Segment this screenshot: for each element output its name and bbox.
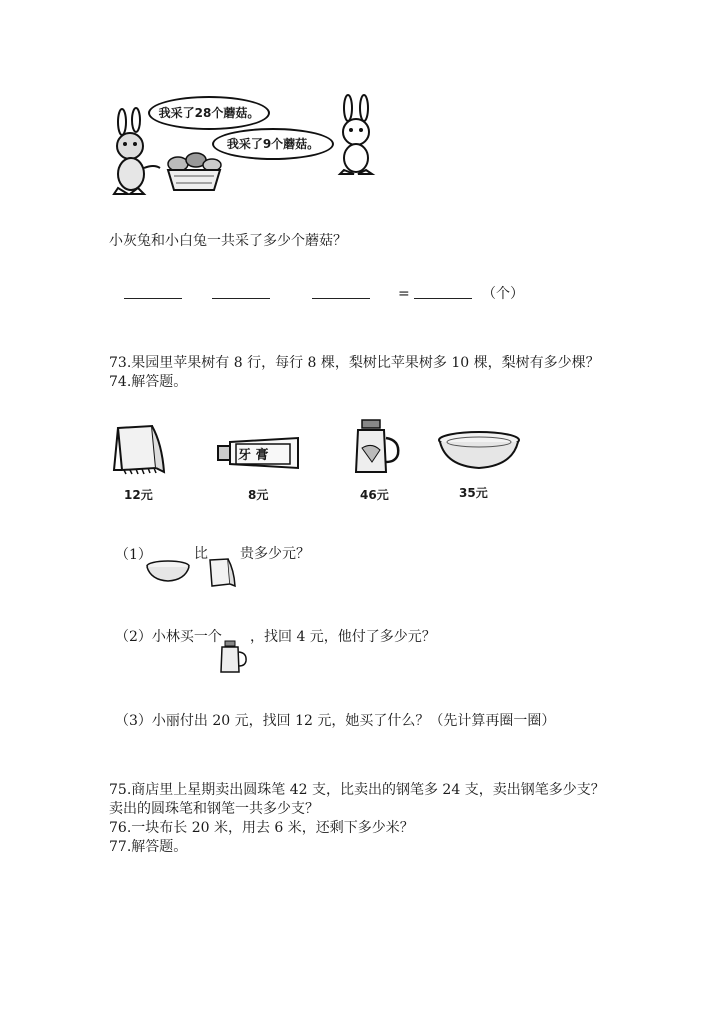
blank-answer[interactable] [414, 297, 472, 299]
sub2-prefix: （2）小林买一个 [115, 629, 222, 645]
sub1-number: （1） [115, 547, 152, 563]
rabbit-question: 小灰兔和小白兔一共采了多少个蘑菇？ [109, 233, 347, 249]
white-rabbit-icon [328, 94, 388, 194]
question-76: 76.一块布长 20 米，用去 6 米，还剩下多少米？ [109, 820, 414, 836]
sub1-compare: 比 [194, 546, 208, 562]
towel-small-icon [206, 558, 236, 588]
question-73: 73.果园里苹果树有 8 行，每行 8 棵，梨树比苹果树多 10 棵，梨树有多少棵？ [109, 355, 600, 371]
thermos-icon [350, 418, 402, 476]
thermos-price: 46元 [360, 488, 389, 502]
mushroom-basket-icon [164, 150, 224, 194]
question-77: 77.解答题。 [109, 839, 188, 855]
basin-small-icon [145, 560, 191, 584]
question-74-title: 74.解答题。 [109, 374, 188, 390]
rabbit-illustration [100, 92, 390, 194]
toothpaste-label: 牙 膏 [238, 448, 269, 463]
blank-1[interactable] [124, 297, 182, 299]
towel-icon [112, 424, 168, 476]
toothpaste-price: 8元 [248, 488, 269, 502]
blank-3[interactable] [312, 297, 370, 299]
unit-label: （个） [482, 286, 524, 302]
gray-rabbit-icon [104, 108, 164, 208]
blank-2[interactable] [212, 297, 270, 299]
basin-price: 35元 [459, 486, 488, 500]
equals-sign: = [398, 286, 410, 302]
sub2-rest: ，找回 4 元，他付了多少元？ [250, 629, 436, 645]
sub1-rest: 贵多少元？ [240, 546, 310, 562]
right-speech-bubble: 我采了9个蘑菇。 [212, 128, 334, 160]
equation-blanks [124, 285, 524, 305]
sub3-text: （3）小丽付出 20 元，找回 12 元，她买了什么？（先计算再圈一圈） [115, 713, 556, 729]
left-speech-bubble: 我采了28个蘑菇。 [148, 96, 270, 130]
question-75-line1: 75.商店里上星期卖出圆珠笔 42 支，比卖出的钢笔多 24 支，卖出钢笔多少支？ [109, 782, 605, 798]
towel-price: 12元 [124, 488, 153, 502]
question-75-line2: 卖出的圆珠笔和钢笔一共多少支？ [109, 801, 319, 817]
basin-icon [436, 430, 522, 474]
thermos-small-icon [218, 640, 248, 674]
